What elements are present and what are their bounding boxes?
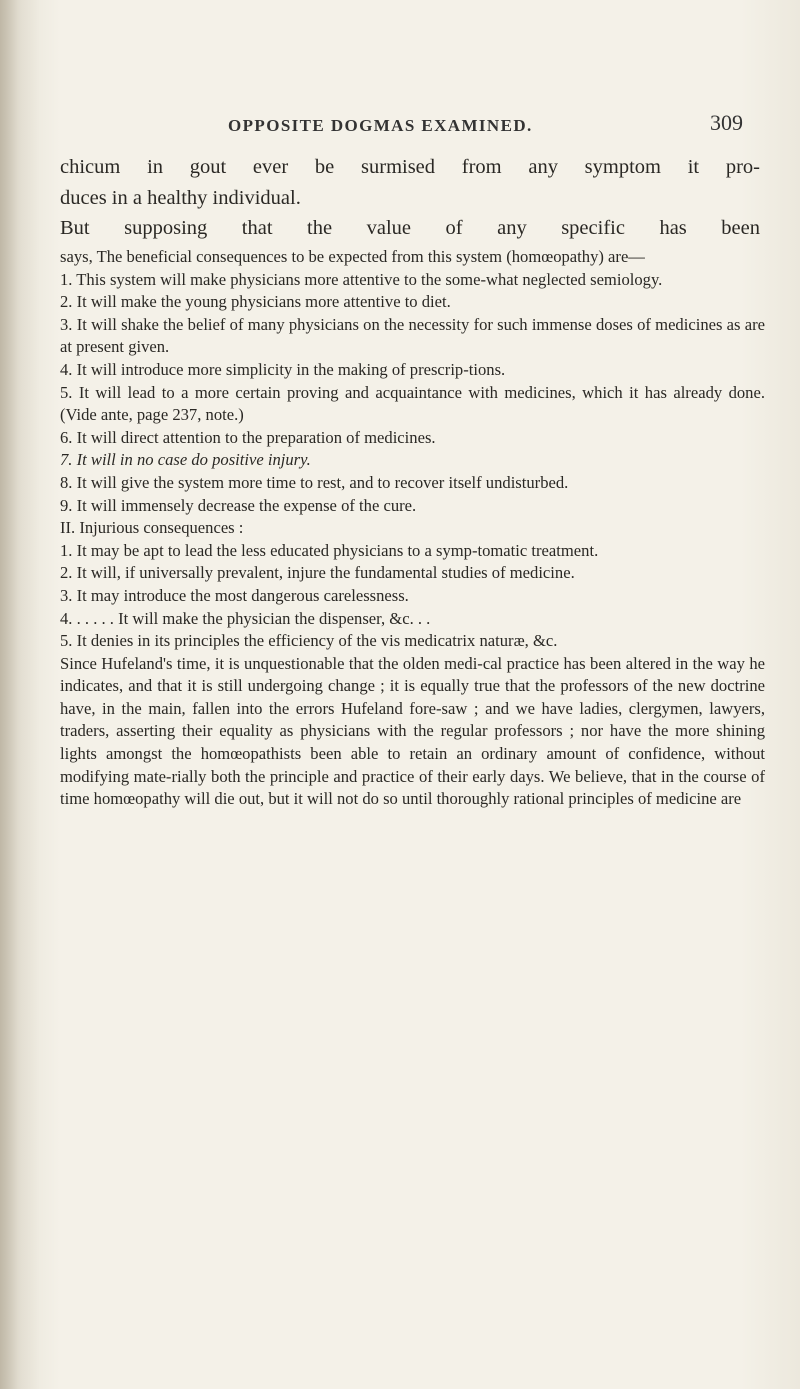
- list-item: 9. It will immensely decrease the expense of the cure.: [60, 495, 417, 515]
- list-item: 5. It will lead to a more certain proving and acquaintance with medicines, which it has already done. (Vide ante, page 237, note.): [60, 382, 765, 425]
- list-item-italic: 7. It will in no case do positive injury.: [60, 450, 311, 470]
- gutter-shadow: [0, 0, 40, 1389]
- page-number: 309: [710, 110, 743, 135]
- lead-paragraph: [60, 152, 760, 244]
- running-head: OPPOSITE DOGMAS EXAMINED.: [228, 116, 533, 135]
- list-item: 1. This system will make physicians more attentive to the some-what neglected semiology.: [60, 269, 663, 289]
- list-item: 4. . . . . . It will make the physician the dispenser, &c. . .: [60, 608, 431, 628]
- list-item: 2. It will make the young physicians more attentive to diet.: [60, 292, 451, 312]
- list-item: 3. It will shake the belief of many physicians on the necessity for such immense doses of medicines as are at present given.: [60, 314, 765, 357]
- list-item: 8. It will give the system more time to rest, and to recover itself undisturbed.: [60, 472, 569, 492]
- lead-line: But supposing that the value of any specific has been: [60, 217, 760, 239]
- intro-paragraph: says, The beneficial consequences to be expected from this system (homœopathy) are—: [60, 247, 645, 266]
- list-item: 3. It may introduce the most dangerous carelessness.: [60, 585, 409, 605]
- closing-paragraph: Since Hufeland's time, it is unquestionable that the olden medi-cal practice has been altered in the way he indicates, and that it is still undergoing change ; it is equally true that the professors of the new doctrine have, in the main, fallen into the errors Hufeland fore-saw ; and we have ladies, clergymen, lawyers, traders, asserting their equality as physicians with the regular professors ; nor have the more shining lights amongst the homœopathists been able to retain an ordinary amount of confidence, without modifying mate-rially both the principle and practice of their early days. We believe, that in the course of time homœopathy will die out, but it will not do so until thoroughly rational principles of medicine are: [60, 653, 765, 809]
- page-header: [0, 110, 800, 146]
- section-heading: II. Injurious consequences :: [60, 518, 244, 538]
- list-item: 6. It will direct attention to the preparation of medicines.: [60, 427, 436, 447]
- list-item: 1. It may be apt to lead the less educated physicians to a symp-tomatic treatment.: [60, 540, 599, 560]
- quoted-list: [60, 246, 765, 811]
- list-item: 5. It denies in its principles the efficiency of the vis medicatrix naturæ, &c.: [60, 631, 558, 651]
- list-item: 2. It will, if universally prevalent, injure the fundamental studies of medicine.: [60, 563, 575, 583]
- lead-line: chicum in gout ever be surmised from any symptom it pro-: [60, 156, 760, 178]
- list-item: 4. It will introduce more simplicity in the making of prescrip-tions.: [60, 359, 506, 379]
- lead-line: duces in a healthy individual.: [60, 186, 301, 209]
